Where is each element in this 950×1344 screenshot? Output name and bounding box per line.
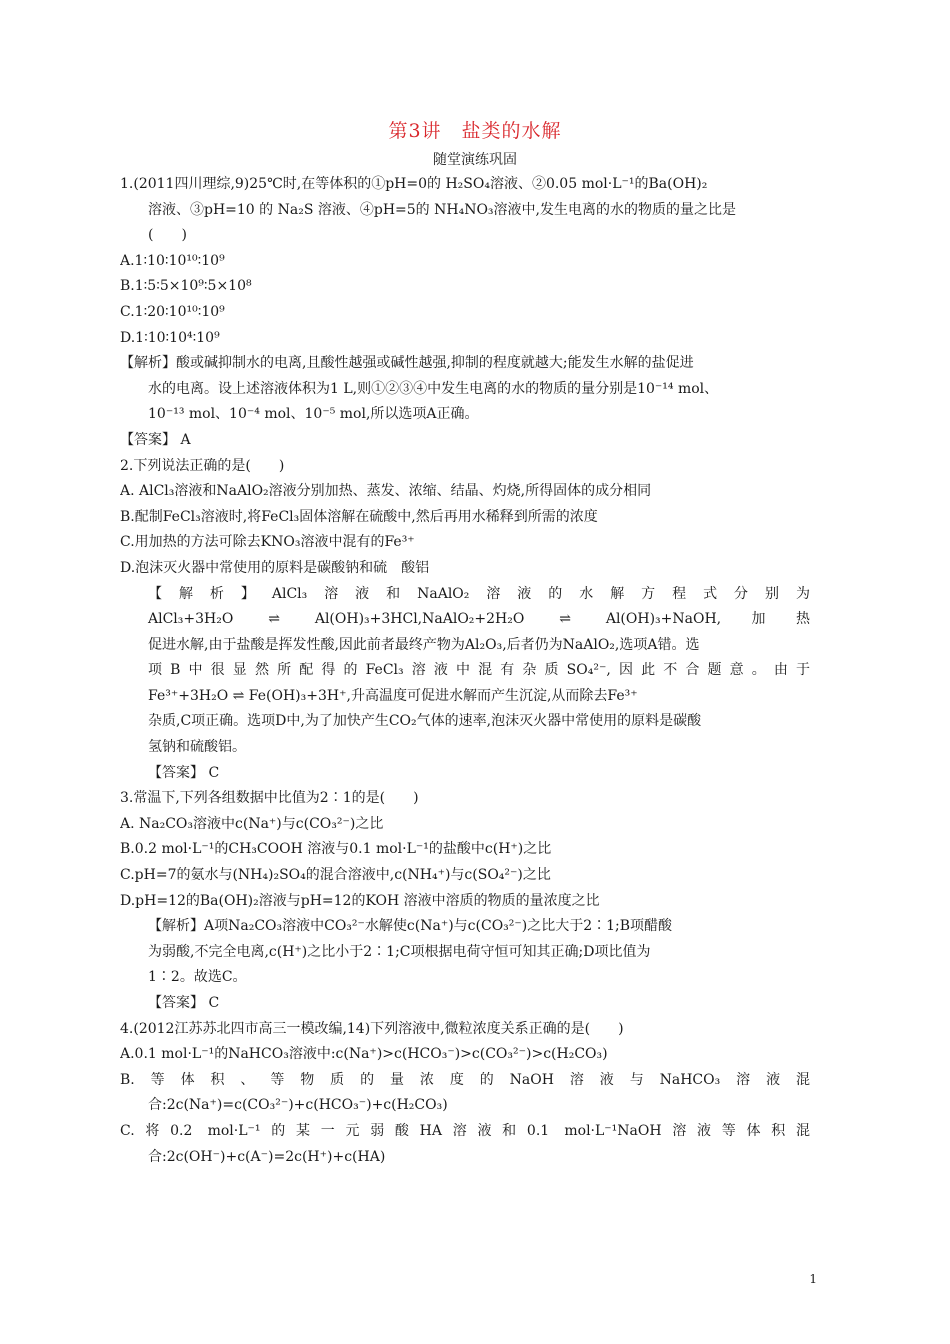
q4-option-c-line1: C.将0.2 mol·L⁻¹的某一元弱酸HA溶液和0.1 mol·L⁻¹NaOH溶液等体积混 bbox=[120, 1122, 810, 1139]
q1-analysis-line2: 水的电离。设上述溶液体积为1 L,则①②③④中发生电离的水的物质的量分别是10⁻¹⁴ mol、 bbox=[148, 380, 719, 397]
page-number: 1 bbox=[809, 1272, 817, 1286]
q3-analysis-line2: 为弱酸,不完全电离,c(H⁺)之比小于2∶1;C项根据电荷守恒可知其正确;D项比值为 bbox=[148, 943, 651, 960]
q2-analysis-line5: Fe³⁺+3H₂O ⇌ Fe(OH)₃+3H⁺,升高温度可促进水解而产生沉淀,从而除去Fe³⁺ bbox=[148, 687, 638, 704]
q2-analysis-line1: 【解析】AlCl₃溶液和NaAlO₂溶液的水解方程式分别为 bbox=[148, 585, 810, 602]
q1-option-a: A.1∶10∶10¹⁰∶10⁹ bbox=[120, 252, 225, 269]
q2-analysis-line4: 项B中很显然所配得的FeCl₃溶液中混有杂质SO₄²⁻,因此不合题意。由于 bbox=[148, 662, 810, 679]
q3-option-a: A. Na₂CO₃溶液中c(Na⁺)与c(CO₃²⁻)之比 bbox=[120, 815, 384, 832]
q4-option-b-line1: B.等体积、等物质的量浓度的NaOH溶液与NaHCO₃溶液混 bbox=[120, 1071, 810, 1088]
q1-analysis-line1: 【解析】酸或碱抑制水的电离,且酸性越强或碱性越强,抑制的程度就越大;能发生水解的盐促进 bbox=[120, 355, 694, 372]
q1-answer: 【答案】 A bbox=[120, 431, 191, 448]
q1-analysis-line3: 10⁻¹³ mol、10⁻⁴ mol、10⁻⁵ mol,所以选项A正确。 bbox=[148, 406, 479, 423]
q1-option-c: C.1∶20∶10¹⁰∶10⁹ bbox=[120, 303, 225, 320]
q1-stem-line1: 1.(2011四川理综,9)25℃时,在等体积的①pH=0的 H₂SO₄溶液、②0.05 mol·L⁻¹的Ba(OH)₂ bbox=[120, 176, 708, 192]
q2-answer: 【答案】 C bbox=[148, 764, 220, 781]
page-subtitle: 随堂演练巩固 bbox=[433, 152, 517, 168]
q1-stem-line3: ( ) bbox=[148, 227, 187, 244]
q2-option-d: D.泡沫灭火器中常使用的原料是碳酸钠和硫 酸铝 bbox=[120, 559, 430, 576]
q2-analysis-line6: 杂质,C项正确。选项D中,为了加快产生CO₂气体的速率,泡沫灭火器中常使用的原料是碳酸 bbox=[148, 713, 702, 730]
q4-option-c-line2: 合:2c(OH⁻)+c(A⁻)=2c(H⁺)+c(HA) bbox=[148, 1148, 386, 1165]
q1-stem-line2: 溶液、③pH=10 的 Na₂S 溶液、④pH=5的 NH₄NO₃溶液中,发生电离的水的物质的量之比是 bbox=[148, 201, 736, 218]
document-body bbox=[120, 172, 810, 1170]
q3-stem: 3.常温下,下列各组数据中比值为2∶1的是( ) bbox=[120, 790, 419, 807]
q3-analysis-line1: 【解析】A项Na₂CO₃溶液中CO₃²⁻水解使c(Na⁺)与c(CO₃²⁻)之比大于2∶1;B项醋酸 bbox=[148, 918, 673, 935]
q4-option-a: A.0.1 mol·L⁻¹的NaHCO₃溶液中:c(Na⁺)>c(HCO₃⁻)>c(CO₃²⁻)>c(H₂CO₃) bbox=[120, 1046, 608, 1063]
q3-option-d: D.pH=12的Ba(OH)₂溶液与pH=12的KOH 溶液中溶质的物质的量浓度之比 bbox=[120, 892, 600, 909]
q2-analysis-line2: AlCl₃+3H₂O ⇌ Al(OH)₃+3HCl,NaAlO₂+2H₂O ⇌ Al(OH)₃+NaOH,加热 bbox=[148, 611, 810, 628]
q2-option-c: C.用加热的方法可除去KNO₃溶液中混有的Fe³⁺ bbox=[120, 534, 415, 551]
q2-option-b: B.配制FeCl₃溶液时,将FeCl₃固体溶解在硫酸中,然后再用水稀释到所需的浓度 bbox=[120, 508, 598, 525]
q2-analysis-line3: 促进水解,由于盐酸是挥发性酸,因此前者最终产物为Al₂O₃,后者仍为NaAlO₂,选项A错。选 bbox=[148, 636, 700, 653]
q1-option-b: B.1∶5∶5×10⁹∶5×10⁸ bbox=[120, 278, 252, 295]
q4-option-b-line2: 合:2c(Na⁺)=c(CO₃²⁻)+c(HCO₃⁻)+c(H₂CO₃) bbox=[148, 1097, 448, 1114]
q3-answer: 【答案】 C bbox=[148, 995, 220, 1011]
page-title: 第3讲 盐类的水解 bbox=[388, 120, 562, 142]
q4-stem: 4.(2012江苏苏北四市高三一模改编,14)下列溶液中,微粒浓度关系正确的是( ) bbox=[120, 1020, 624, 1037]
q3-option-c: C.pH=7的氨水与(NH₄)₂SO₄的混合溶液中,c(NH₄⁺)与c(SO₄²⁻)之比 bbox=[120, 867, 551, 884]
q2-option-a: A. AlCl₃溶液和NaAlO₂溶液分别加热、蒸发、浓缩、结晶、灼烧,所得固体的成分相同 bbox=[120, 483, 652, 500]
q2-stem: 2.下列说法正确的是( ) bbox=[120, 457, 285, 474]
q1-option-d: D.1∶10∶10⁴∶10⁹ bbox=[120, 329, 220, 346]
q2-analysis-line7: 氢钠和硫酸铝。 bbox=[148, 739, 246, 756]
q3-option-b: B.0.2 mol·L⁻¹的CH₃COOH 溶液与0.1 mol·L⁻¹的盐酸中c(H⁺)之比 bbox=[120, 841, 552, 858]
q3-analysis-line3: 1∶2。故选C。 bbox=[148, 969, 247, 986]
